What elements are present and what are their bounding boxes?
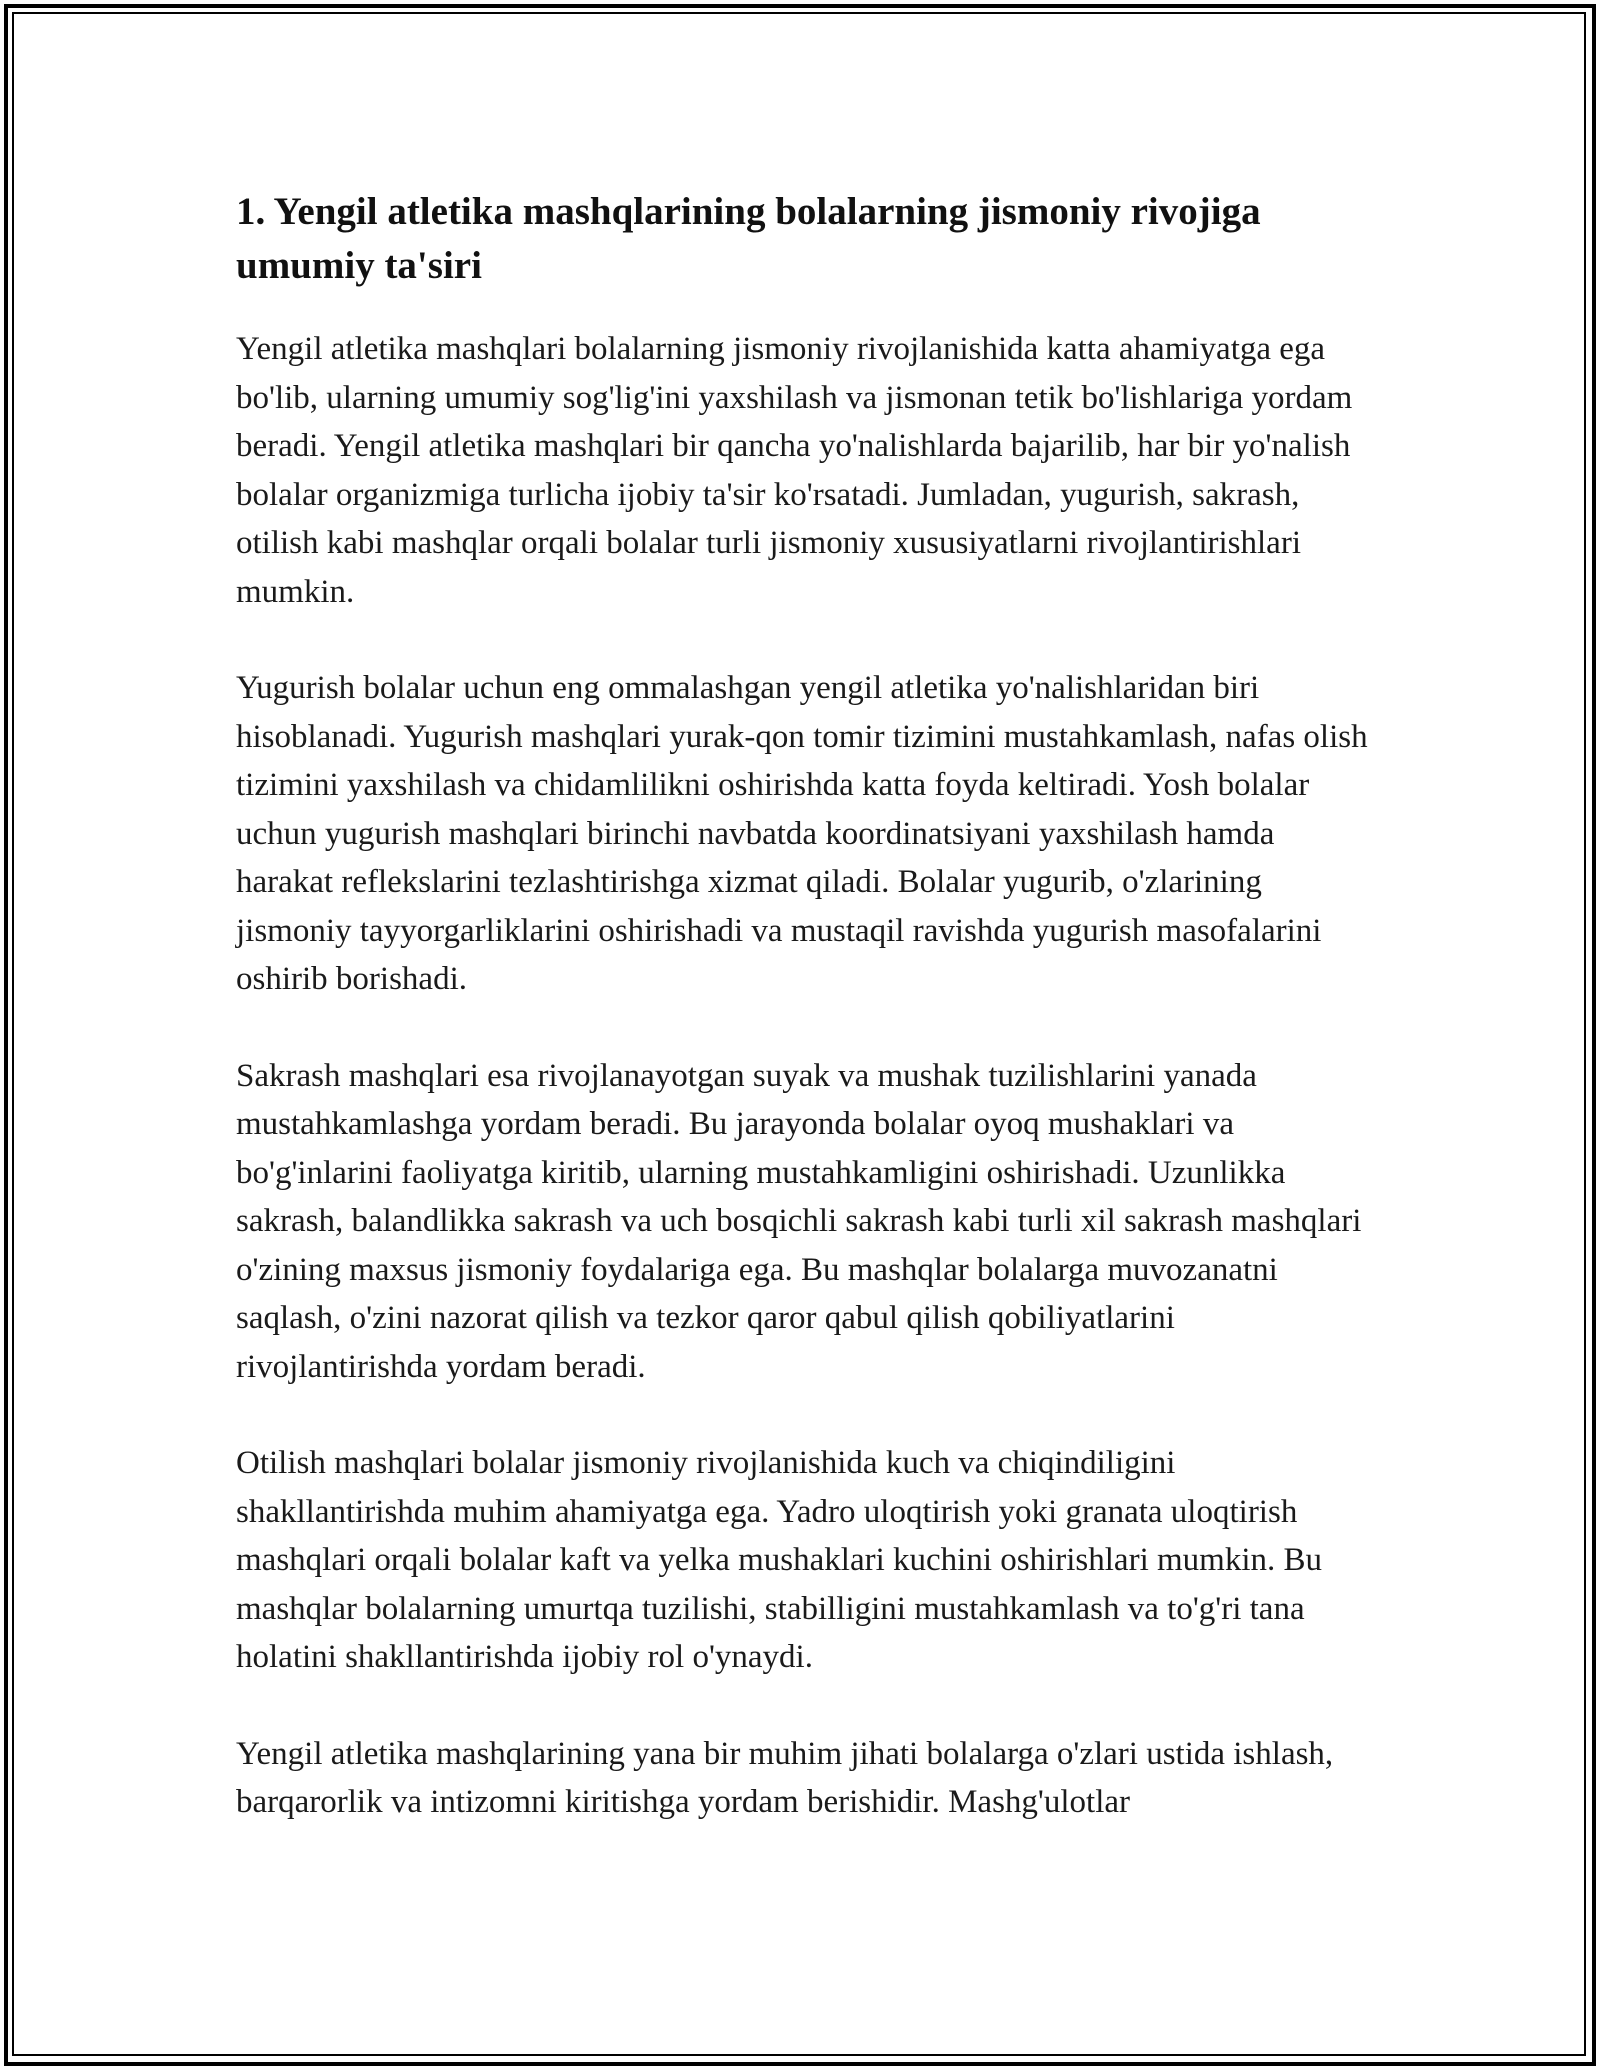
paragraph-jumping: Sakrash mashqlari esa rivojlanayotgan suyak va mushak tuzilishlarini yanada mustahkamlashga yordam beradi. Bu jarayonda bolalar oyoq mushaklari va bo'g'inlarini faoliyatga kiritib, ularning mustahkamligini oshirishadi. Uzunlikka sakrash, balandlikka sakrash va uch bosqichli sakrash kabi turli xil sakrash mashqlari o'zining maxsus jismoniy foydalariga ega. Bu mashqlar bolalarga muvozanatni saqlash, o'zini nazorat qilish va tezkor qaror qabul qilish qobiliyatlarini rivojlantirishda yordam beradi. (236, 1057, 1362, 1385)
paragraph-throwing: Otilish mashqlari bolalar jismoniy rivojlanishida kuch va chiqindiligini shakllantirishda muhim ahamiyatga ega. Yadro uloqtirish yoki granata uloqtirish mashqlari orqali bolalar kaft va yelka mushaklari kuchini oshirishlari mumkin. Bu mashqlar bolalarning umurtqa tuzilishi, stabilligini mustahkamlash va to'g'ri tana holatini shakllantirishda ijobiy rol o'ynaydi. (236, 1445, 1323, 1675)
paragraph-discipline: Yengil atletika mashqlarining yana bir muhim jihati bolalarga o'zlari ustida ishlash, barqarorlik va intizomni kiritishga yordam berishidir. Mashg'ulotlar (236, 1735, 1334, 1820)
paragraph-running: Yugurish bolalar uchun eng ommalashgan yengil atletika yo'nalishlaridan biri hisoblanadi. Yugurish mashqlari yurak-qon tomir tizimini mustahkamlash, nafas olish tizimini yaxshilash va chidamlilikni oshirishda katta foyda keltiradi. Yosh bolalar uchun yugurish mashqlari birinchi navbatda koordinatsiyani yaxshilash hamda harakat reflekslarini tezlashtirishga xizmat qiladi. Bolalar yugurib, o'zlarining jismoniy tayyorgarliklarini oshirishadi va mustaqil ravishda yugurish masofalarini oshirib borishadi. (236, 670, 1368, 997)
paragraph-intro: Yengil atletika mashqlari bolalarning jismoniy rivojlanishida katta ahamiyatga ega bo'lib, ularning umumiy sog'lig'ini yaxshilash va jismonan tetik bo'lishlariga yordam beradi. Yengil atletika mashqlari bir qancha yo'nalishlarda bajarilib, har bir yo'nalish bolalar organizmiga turlicha ijobiy ta'sir ko'rsatadi. Jumladan, yugurish, sakrash, otilish kabi mashqlar orqali bolalar turli jismoniy xususiyatlarni rivojlantirishlari mumkin. (236, 331, 1353, 610)
document-body (236, 185, 1376, 1875)
section-heading: 1. Yengil atletika mashqlarining bolalarning jismoniy rivojiga umumiy ta'siri (236, 190, 1261, 287)
